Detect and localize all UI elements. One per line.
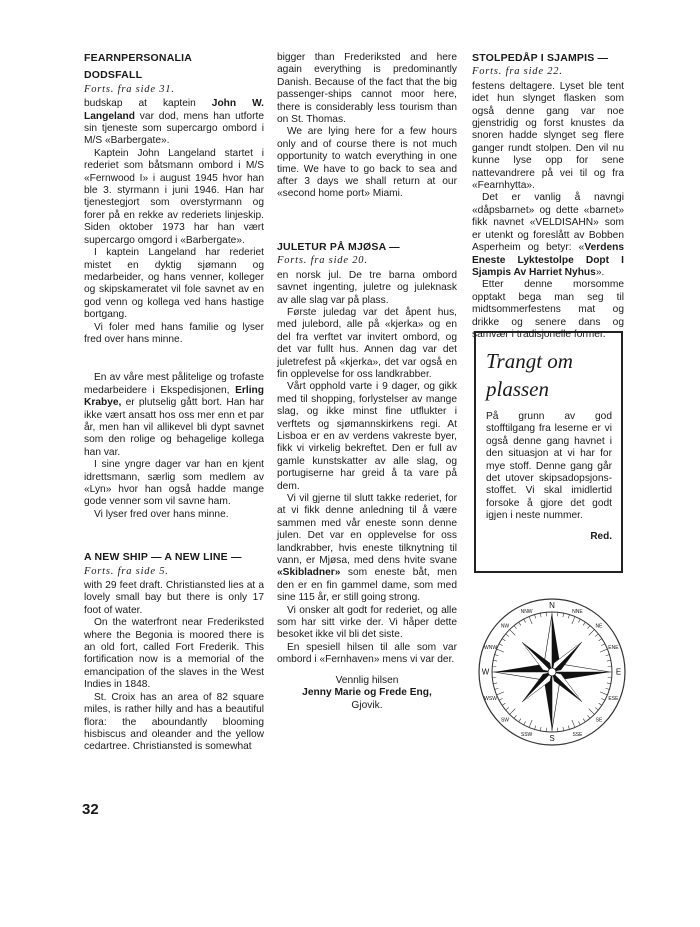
paragraph: Det er vanlig å navngi «dåpsbarnet» og dette «barnet» fikk navnet «VELDISAHN» som er utenkt og foreslått av Bobben Asperheim og betyr: «Verdens Eneste Lyktestolpe Dopt I Sjampis Av Harriet Nyhus». xyxy=(472,192,624,278)
continued-note: Forts. fra side 22. xyxy=(472,66,563,78)
paragraph: festens deltagere. Lyset ble tent idet hun slynget flasken som også denne gang var noe gjenstridig og forst knustes da snoren hadde slynget seg flere ganger rundt stolpen. Den vil nu kunne lyse opp for sene nattevandrere på vei til og fra «Fearnhytta». xyxy=(472,80,624,192)
paragraph: budskap at kaptein John W. Langeland var dod, mens han utforte sin tjeneste som supercargo ombord i M/S «Barbergate». xyxy=(84,98,264,147)
continued-note: Forts. fra side 5. xyxy=(84,565,169,577)
compass-label: NW xyxy=(500,623,510,630)
signature-greeting: Vennlig hilsen xyxy=(335,674,399,686)
paragraph: en norsk jul. De tre barna ombord savnet ingenting, juletre og juleknask av alle slag var på plass. xyxy=(277,269,457,306)
section-heading-stolpedap: STOLPEDÅP I SJAMPIS — xyxy=(472,52,609,64)
page-number: 32 xyxy=(82,801,99,818)
notice-title-line2: plassen xyxy=(486,377,549,401)
notice-text: På grunn av god stofftilgang fra leserne er vi også denne gang havnet i den situasjon at vi har for mye stoff. Denne gang går det utover skipsadopsjons-stoffet. Vi skal imidlertid forsoke å gjore det godt igjen i neste nummer. xyxy=(486,411,612,522)
compass-label: WNW xyxy=(484,645,498,652)
notice-signature: Red. xyxy=(590,530,612,542)
column-3 xyxy=(472,52,624,341)
notice-title xyxy=(486,347,612,403)
signature-place: Gjovik. xyxy=(351,699,383,711)
paragraph: Etter denne morsomme opptakt bega man seg til midtsommerfestens mat og drikke og senere dans og samvær i tradisjonelle former. xyxy=(472,279,624,340)
column-2 xyxy=(277,52,457,712)
section-heading-new-ship: A NEW SHIP — A NEW LINE — xyxy=(84,551,242,564)
compass-label: E xyxy=(615,667,622,677)
column-1 xyxy=(84,52,264,754)
continued-note: Forts. fra side 20. xyxy=(277,255,368,267)
compass-label: W xyxy=(481,667,490,677)
paragraph: Vi onsker alt godt for rederiet, og alle som har sitt virke der. Vi håper dette besoket ikke vil bli det siste. xyxy=(277,604,457,641)
paragraph: Første juledag var det åpent hus, med julebord, alle på «kjerka» og en del fra verftet var invitert ombord, og det var fullt hus. Annen dag var det juletrefest på «kjerka», det var også en fin opplevelse for oss landkrabber. xyxy=(277,306,457,380)
section-heading-juletur: JULETUR PÅ MJØSA — xyxy=(277,240,400,253)
paragraph: Vi lyser fred over hans minne. xyxy=(94,508,229,520)
paragraph: En av våre mest pålitelige og trofaste medarbeidere i Ekspedisjonen, Erling Krabye, er plutselig gått bort. Han har ikke vært ansatt hos oss mer enn et par år, men han vil allikevel bli dypt savnet som den rolige og behagelige kollega han var. xyxy=(84,372,264,458)
paragraph: Vi vil gjerne til slutt takke rederiet, for at vi fikk denne anledning til å være sammen med vår eneste sonn denne julen. Det var en opplevelse for oss landkrabber, hvis eneste tilknytning til vann, er Mjøsa, med dens hvite svane «Skibladner» som eneste båt, men den er en fin gammel dame, som med sine 115 år, er still going strong. xyxy=(277,493,457,604)
paragraph: En spesiell hilsen til alle som var ombord i «Fernhaven» mens vi var der. xyxy=(277,641,457,666)
section-heading-dodsfall: DODSFALL xyxy=(84,69,143,82)
notice-box xyxy=(474,331,623,573)
continued-note: Forts. fra side 31. xyxy=(84,83,175,95)
paragraph: with 29 feet draft. Christiansted lies at a lovely small bay but there is only 17 foot of water. xyxy=(84,580,264,616)
compass-label: SE xyxy=(595,717,603,724)
signature-names: Jenny Marie og Frede Eng, xyxy=(302,687,432,699)
compass-label: NNE xyxy=(572,609,583,616)
paragraph: Kaptein John Langeland startet i rederiet som båtsmann ombord i M/S «Fernwood I» i august 1945 hvor han ble 3. styrmann i juni 1946. Han har tjenestegjort som overstyrmann og forer på en rekke av rederiets linjeskip. Siden oktober 1973 har han vært supercargo omgord i «Barbergate». xyxy=(84,147,264,246)
paragraph: Vi foler med hans familie og lyser fred over hans minne. xyxy=(84,321,264,345)
compass-label: SSW xyxy=(520,731,533,738)
compass-label: NE xyxy=(595,623,603,630)
paragraph: I sine yngre dager var han en kjent idrettsmann, særlig som medlem av «Lyn» hvor han også hadde mange gode venner som vil savne ham. xyxy=(84,459,264,508)
compass-label: SW xyxy=(500,717,510,724)
section-heading-fearnpersonalia: FEARNPERSONALIA xyxy=(84,52,193,64)
compass-label: ESE xyxy=(608,695,619,702)
compass-rose-icon xyxy=(477,597,627,747)
paragraph: St. Croix has an area of 82 square miles, is rather hilly and has a beautiful flora: the aboundantly blooming hisbiscus and oleander and the yellow cedartree. Christiansted is somewhat xyxy=(84,691,264,753)
compass-center xyxy=(548,668,556,676)
paragraph: Vårt opphold varte i 9 dager, og gikk med til shopping, forlystelser av mange slag, og ikke minst fine utflukter i verftets og sjømannskirkens regi. At Lisboa er en av verdens vakreste byer, fikk vi virkelig bekreftet. Den er full av gamle kunstskatter av alle slag, og portugiserne har greid å ta vare på dem. xyxy=(277,381,457,492)
paragraph: I kaptein Langeland har rederiet mistet en dyktig sjømann og medarbeider, og hans venner, kolleger og skipskameratet vil fole savnet av en god venn og kollega ved hans hastige bortgang. xyxy=(84,247,264,321)
compass-label: N xyxy=(549,601,555,610)
compass-label: WSW xyxy=(484,695,497,702)
paragraph: bigger than Frederiksted and here again everything is predominantly Danish. Because of the fact that the big passenger-ships cannot moor here, there is considerably less tourism than on St. Thomas. xyxy=(277,52,457,126)
compass-label: NNW xyxy=(520,609,533,616)
compass-label: SSE xyxy=(572,731,583,738)
compass-label: S xyxy=(549,734,555,743)
paragraph: We are lying here for a few hours only and of course there is not much opportunity to watch everything in one time. We have to go back to sea and after 3 days we shall return at our «second home port» Miami. xyxy=(277,126,457,200)
compass-label: ENE xyxy=(608,645,619,652)
paragraph: On the waterfront near Frederiksted where the Begonia is moored there is an old fort, called Fort Frederik. This fortification now is a memorial of the emancipation of the slaves in the West Indies in 1848. xyxy=(84,617,264,691)
notice-title-line1: Trangt om xyxy=(486,349,573,373)
